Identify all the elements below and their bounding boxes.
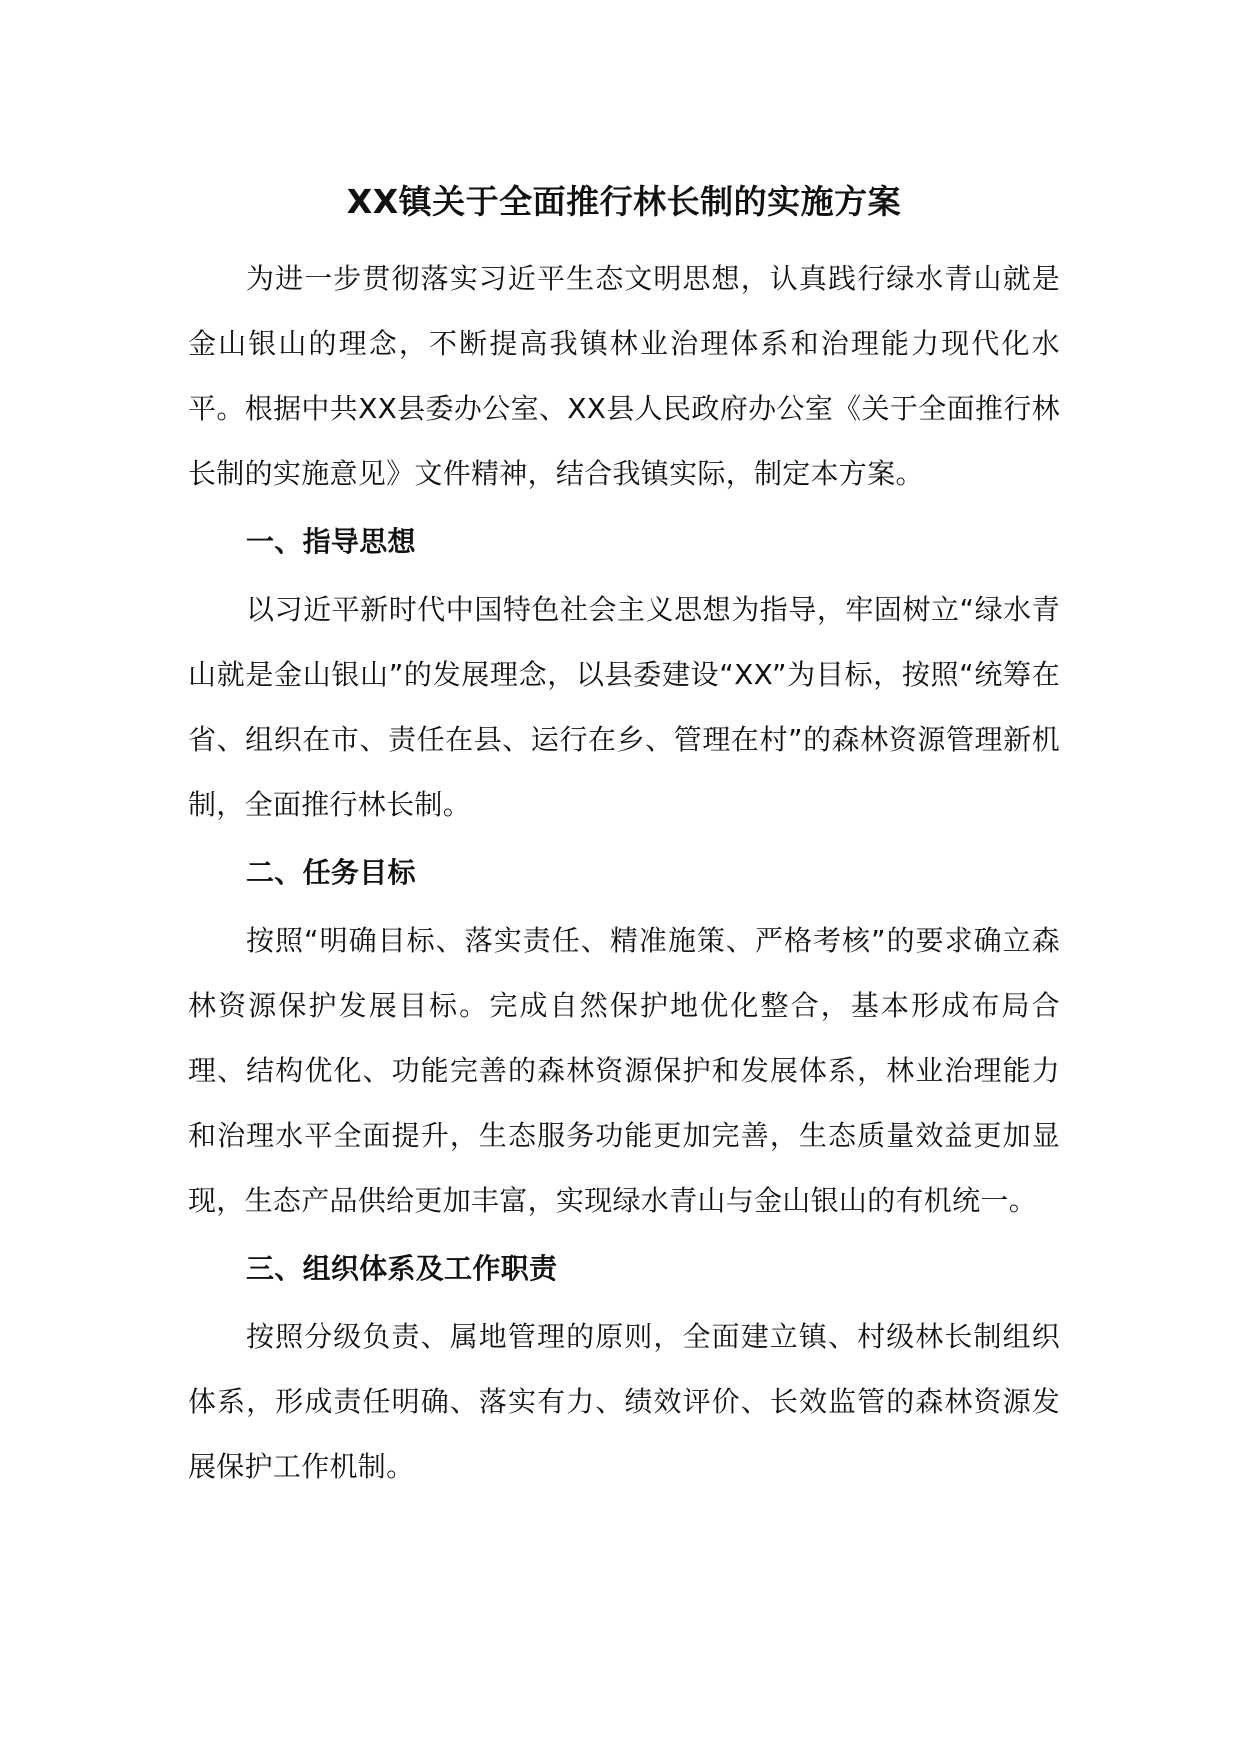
section-heading-task-goals: 二、任务目标 xyxy=(246,856,416,889)
section-body-task-goals: 按照“明确目标、落实责任、精准施策、严格考核”的要求确立森林资源保护发展目标。完成自然保护地优化整合，基本形成布局合理、结构优化、功能完善的森林资源保护和发展体系，林业治理能力和治理水平全面提升，生态服务功能更加完善，生态质量效益更加显现，生态产品供给更加丰富，实现绿水青山与金山银山的有机统一。 xyxy=(188,924,1060,1217)
document-title: XX镇关于全面推行林长制的实施方案 xyxy=(346,182,902,221)
section-heading-guiding-ideology: 一、指导思想 xyxy=(246,525,416,558)
section-body-guiding-ideology: 以习近平新时代中国特色社会主义思想为指导，牢固树立“绿水青山就是金山银山”的发展理念，以县委建设“XX”为目标，按照“统筹在省、组织在市、责任在县、运行在乡、管理在村”的森林资源管理新机制，全面推行林长制。 xyxy=(188,593,1060,821)
section-body-organization: 按照分级负责、属地管理的原则，全面建立镇、村级林长制组织体系，形成责任明确、落实有力、绩效评价、长效监管的森林资源发展保护工作机制。 xyxy=(188,1320,1060,1483)
intro-paragraph: 为进一步贯彻落实习近平生态文明思想，认真践行绿水青山就是金山银山的理念，不断提高我镇林业治理体系和治理能力现代化水平。根据中共XX县委办公室、XX县人民政府办公室《关于全面推行林长制的实施意见》文件精神，结合我镇实际，制定本方案。 xyxy=(188,262,1060,490)
document-body xyxy=(188,172,1060,1499)
section-heading-organization: 三、组织体系及工作职责 xyxy=(246,1252,558,1285)
